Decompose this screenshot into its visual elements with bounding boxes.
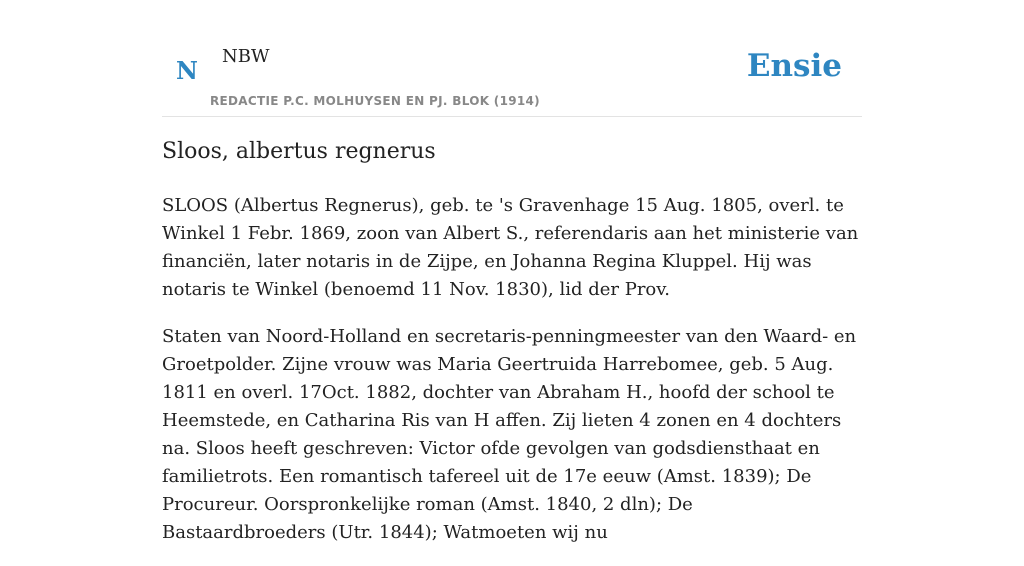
source-name-link[interactable]: NBW xyxy=(222,46,270,67)
article-body xyxy=(162,192,862,566)
source-subtitle: REDACTIE P.C. MOLHUYSEN EN PJ. BLOK (1914) xyxy=(210,94,540,108)
brand-logo-link[interactable]: Ensie xyxy=(746,48,842,84)
site-header xyxy=(162,0,862,117)
page-title: Sloos, albertus regnerus xyxy=(162,139,436,164)
article-paragraph: Staten van Noord-Holland en secretaris-penningmeester van den Waard- en Groetpolder. Zijne vrouw was Maria Geertruida Harrebomee, geb. 5 Aug. 1811 en overl. 17Oct. 1882, dochter van Abraham H., hoofd der school te Heemstede, en Catharina Ris van H affen. Zij lieten 4 zonen en 4 dochters na. Sloos heeft geschreven: Victor ofde gevolgen van godsdiensthaat en familietrots. Een romantisch tafereel uit de 17e eeuw (Amst. 1839); De Procureur. Oorspronkelijke roman (Amst. 1840, 2 dln); De Bastaardbroeders (Utr. 1844); Watmoeten wij nu xyxy=(162,326,857,543)
source-logo-link[interactable]: N xyxy=(176,56,198,85)
article-paragraph: SLOOS (Albertus Regnerus), geb. te 's Gravenhage 15 Aug. 1805, overl. te Winkel 1 Febr. 1869, zoon van Albert S., referendaris aan het ministerie van financiën, later notaris in de Zijpe, en Johanna Regina Kluppel. Hij was notaris te Winkel (benoemd 11 Nov. 1830), lid der Prov. xyxy=(162,195,859,300)
